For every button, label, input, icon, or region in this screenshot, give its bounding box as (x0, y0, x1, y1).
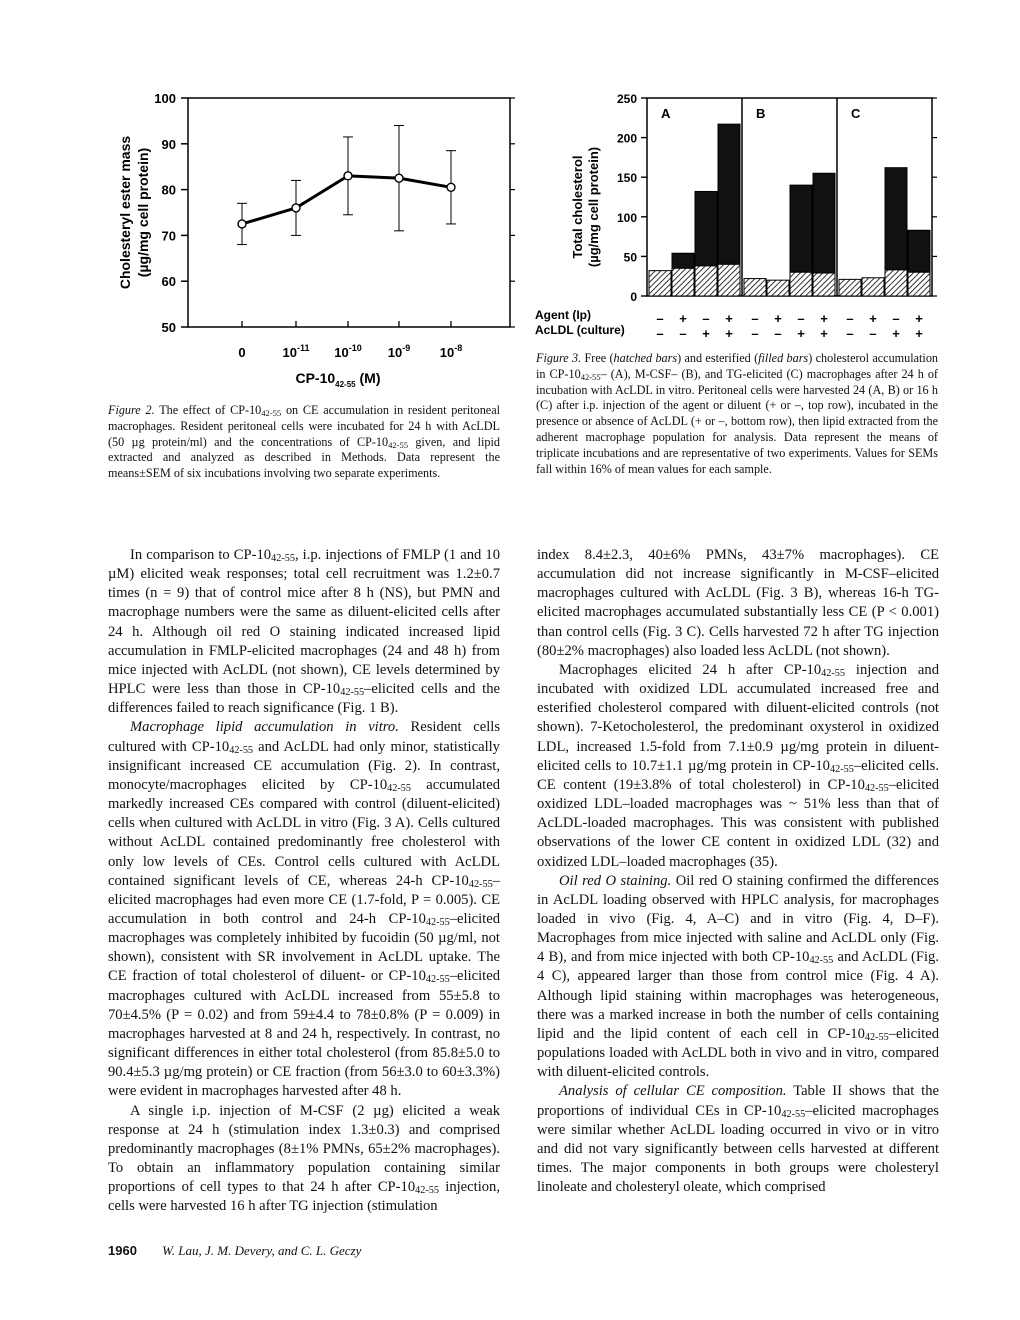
paragraph: Oil red O staining. Oil red O staining confirmed the differences in AcLDL loading observed with HPLC analysis, for macrophages loaded in vivo (Fig. 4, A–C) and in vitro (Fig. 4, D–F). Macrophages from mice injected with saline and AcLDL only (Fig. 4 B), and from mice injected with both $CP-10_{42-55}$ and AcLDL (Fig. 4 C), appeared larger than those from control mice (Fig. 4 A). Although lipid staining within macrophages was heterogeneous, there was a marked increase in both the number of cells containing lipid and the lipid content of each cell in $CP-10_{42-55}$–elicited populations loaded with AcLDL both in vivo and in vitro, compared with diluent-elicited controls. (537, 872, 940, 1081)
x-tick-label: $10^{-8}$ (439, 343, 463, 360)
y-axis-label-group (570, 147, 601, 267)
panel-label: B (756, 106, 766, 121)
acldl-sign: + (725, 326, 733, 341)
acldl-sign: – (656, 326, 664, 341)
section-heading: Oil red O staining. (559, 872, 672, 889)
acldl-sign: – (869, 326, 877, 341)
y-tick-label: 0 (630, 290, 637, 304)
agent-sign: + (774, 311, 782, 326)
bar-free (885, 270, 907, 296)
bar-free (744, 279, 766, 296)
agent-sign: – (702, 311, 710, 326)
section-heading: Macrophage lipid accumulation in vitro. (130, 719, 399, 736)
x-axis-label: $CP-10_{42-55}$ (M) (295, 370, 381, 389)
bar-free (813, 273, 835, 296)
acldl-sign: + (915, 326, 923, 341)
agent-sign: + (820, 311, 828, 326)
figure-3-caption-label: Figure 3. (536, 351, 582, 365)
panel-label: A (661, 106, 671, 121)
y-tick-label: 50 (161, 320, 176, 335)
bar-esterified (790, 185, 812, 272)
body-right-column (537, 546, 939, 1197)
y-tick-label: 80 (161, 182, 176, 198)
bar-free (672, 268, 694, 296)
y-tick-label: 90 (161, 136, 176, 152)
bar-free (908, 272, 930, 296)
y-tick-label: 100 (616, 210, 637, 225)
y-tick-label: 70 (161, 228, 176, 244)
acldl-sign: + (702, 326, 710, 341)
y-tick-label: 50 (623, 250, 637, 265)
running-authors: W. Lau, J. M. Devery, and C. L. Geczy (162, 1243, 362, 1258)
y-axis-label-units: (µg/mg cell protein) (586, 146, 601, 268)
acldl-sign: + (797, 326, 805, 341)
figure-2-chart (100, 80, 520, 400)
agent-sign: – (656, 311, 664, 326)
y-tick-label: 60 (161, 274, 176, 290)
acldl-sign: + (820, 326, 828, 341)
bar-esterified (672, 253, 694, 268)
bar-esterified (813, 173, 835, 273)
row-label-acldl: AcLDL (culture) (535, 323, 625, 337)
acldl-sign: – (774, 326, 782, 341)
body-left-column (108, 546, 500, 1216)
acldl-sign: – (846, 326, 854, 341)
page-number: 1960 (108, 1243, 137, 1258)
x-tick-label: $10^{-9}$ (387, 343, 411, 360)
acldl-sign: + (892, 326, 900, 341)
page-footer (108, 1243, 361, 1259)
plot-frame (188, 98, 510, 327)
agent-sign: + (679, 311, 687, 326)
bar-free (839, 279, 861, 296)
paragraph: Macrophage lipid accumulation in vitro. Resident cells cultured with $CP-10_{42-55}$ and AcLDL had only minor, statistically insignificant increased CE accumulation (Fig. 2). In contrast, monocyte/macrophages elicited by $CP-10_{42-55}$ accumulated markedly increased CEs compared with control (diluent-elicited) cells when cultured with AcLDL in vitro (Fig. 3 A). Cells cultured without AcLDL contained predominantly free cholesterol with only low levels of CEs. Control cells cultured with AcLDL contained significant levels of CE, whereas 24-h $CP-10_{42-55}$–elicited macrophages had even more CE (1.7-fold, P = 0.005). CE accumulation in both control and 24-h $CP-10_{42-55}$–elicited macrophages was completely inhibited by fucoidin (50 µg/ml, not shown), consistent with SR involvement in AcLDL uptake. The CE fraction of total cholesterol of diluent- or $CP-10_{42-55}$–elicited macrophages cultured with AcLDL increased from 55±5.8 to 70±4.5% (P = 0.02) and from 59±4.4 to 78±0.8% (P = 0.009) in macrophages harvested at 8 and 24 h, respectively. In contrast, no significant differences in either total cholesterol (from 85.8±5.0 to 90.4±5.3 µg/mg protein) or CE fraction (from 56±3.0 to 60±3.3%) were evident in macrophages harvested after 48 h. (108, 719, 500, 1100)
agent-sign: – (846, 311, 854, 326)
y-tick-label: 150 (616, 171, 637, 186)
y-axis-label: Total cholesterol (570, 155, 585, 259)
data-point (238, 220, 246, 228)
y-tick-label: 250 (616, 92, 637, 106)
bar-esterified (908, 230, 930, 272)
row-label-agent: Agent (Ip) (535, 308, 591, 322)
panel-label: C (851, 106, 861, 121)
data-point (447, 183, 455, 191)
data-point (292, 204, 300, 212)
agent-sign: – (892, 311, 900, 326)
paragraph: Analysis of cellular CE composition. Table II shows that the proportions of individual CEs in $CP-10_{42-55}$–elicited macrophages were similar whether AcLDL loading occurred in vivo or in vitro and did not vary significantly between cells harvested at different times. The major components in both groups were cholesteryl linoleate and cholesteryl oleate, which comprised (537, 1083, 939, 1196)
data-point (395, 174, 403, 182)
y-axis-label-units: (µg/mg cell protein) (135, 147, 151, 278)
paragraph: Macrophages elicited 24 h after $CP-10_{42-55}$ injection and incubated with oxidized LDL accumulated increased free and esterified cholesterol compared with diluent-elicited controls (not shown). 7-Ketocholesterol, the predominant oxysterol in oxidized LDL, increased 1.5-fold from 7.1±0.9 µg/mg protein in diluent-elicited cells to 10.7±1.1 µg/mg protein in $CP-10_{42-55}$–elicited cells. CE content (19±3.8% of total cholesterol) in $CP-10_{42-55}$–elicited oxidized LDL–loaded macrophages was ~ 51% less than that of AcLDL-loaded macrophages. This was consistent with published observations of the lower CE content in oxidized LDL (32) and oxidized LDL–loaded macrophages (35). (537, 661, 939, 870)
bar-esterified (695, 191, 717, 265)
bar-free (767, 280, 789, 296)
acldl-sign: – (751, 326, 759, 341)
bar-free (718, 264, 740, 296)
y-axis-label-group (117, 136, 151, 290)
figure-2-caption: Figure 2. The effect of $CP-10_{42-55}$ on CE accumulation in resident peritoneal macrophages. Resident peritoneal cells were incubated for 24 h with AcLDL (50 µg protein/ml) and the concentrations of $CP-10_{42-55}$ given, and lipid extracted and analyzed as described in Methods. Data represent the means±SEM of six incubations involving two separate experiments. (108, 403, 501, 481)
bar-free (790, 272, 812, 296)
agent-sign: + (869, 311, 877, 326)
figure-3-chart (535, 80, 950, 341)
data-point (344, 172, 352, 180)
agent-sign: – (797, 311, 805, 326)
paragraph: A single i.p. injection of M-CSF (2 µg) elicited a weak response at 24 h (stimulation index 1.3±0.3) and comprised predominantly macrophages (8±1% PMNs, 65±2% macrophages). To obtain an inflammatory population containing similar proportions of cell types to that 24 h after $CP-10_{42-55}$ injection, cells were harvested 16 h after TG injection (stimulation (108, 1102, 500, 1215)
y-tick-label: 100 (154, 91, 176, 106)
acldl-sign: – (679, 326, 687, 341)
paragraph: index 8.4±2.3, 40±6% PMNs, 43±7% macrophages). CE accumulation did not increase significantly in M-CSF–elicited macrophages cultured with AcLDL (Fig. 3 B), whereas 16-h TG-elicited macrophages accumulated substantially less CE (P < 0.001) than control cells (Fig. 3 C). Cells harvested 72 h after TG injection (80±2% macrophages) also loaded less AcLDL (not shown). (537, 547, 939, 659)
x-tick-label: 0 (238, 345, 246, 360)
figure-2-caption-label: Figure 2. (108, 403, 155, 417)
agent-sign: – (751, 311, 759, 326)
agent-sign: + (915, 311, 923, 326)
y-tick-label: 200 (616, 131, 637, 146)
x-tick-label: $10^{-11}$ (282, 343, 310, 360)
bar-esterified (885, 168, 907, 270)
x-tick-label: $10^{-10}$ (334, 343, 362, 360)
bar-free (862, 278, 884, 296)
section-heading: Analysis of cellular CE composition. (559, 1083, 787, 1100)
bar-free (649, 271, 671, 296)
y-axis-label: Cholesteryl ester mass (117, 135, 133, 290)
bar-esterified (718, 124, 740, 264)
agent-sign: + (725, 311, 733, 326)
paragraph: In comparison to $CP-10_{42-55}$, i.p. injections of FMLP (1 and 10 µM) elicited weak responses; total cell recruitment was 1.2±0.7 times (n = 9) that of control mice after 8 h (NS), but PMN and macrophage numbers were the same as diluent-elicited cells after 24 h. Although oil red O staining indicated increased lipid accumulation in FMLP-elicited macrophages (24 and 48 h) from mice injected with AcLDL (not shown), CE levels determined by HPLC were less than those in $CP-10_{42-55}$–elicited cells and the differences failed to reach significance (Fig. 1 B). (108, 547, 500, 717)
data-line (242, 176, 451, 224)
bar-free (695, 266, 717, 296)
figure-3-caption: Figure 3. Free (hatched bars) and esterified (filled bars) cholesterol accumulation in $CP-10_{42-55}-$ (A), M-CSF– (B), and TG-elicited (C) macrophages after 24 h of incubation with AcLDL in vitro. Peritoneal cells were harvested 24 (A, B) or 16 h (C) after i.p. injection of the agent or diluent (+ or –, top row), incubated in the presence or absence of AcLDL (+ or –, bottom row), then lipid extracted from the adherent macrophage population for analysis. Data represent the means of triplicate incubations and are representative of two experiments. Values for SEMs fall within 16% of mean values for each sample. (536, 351, 939, 476)
